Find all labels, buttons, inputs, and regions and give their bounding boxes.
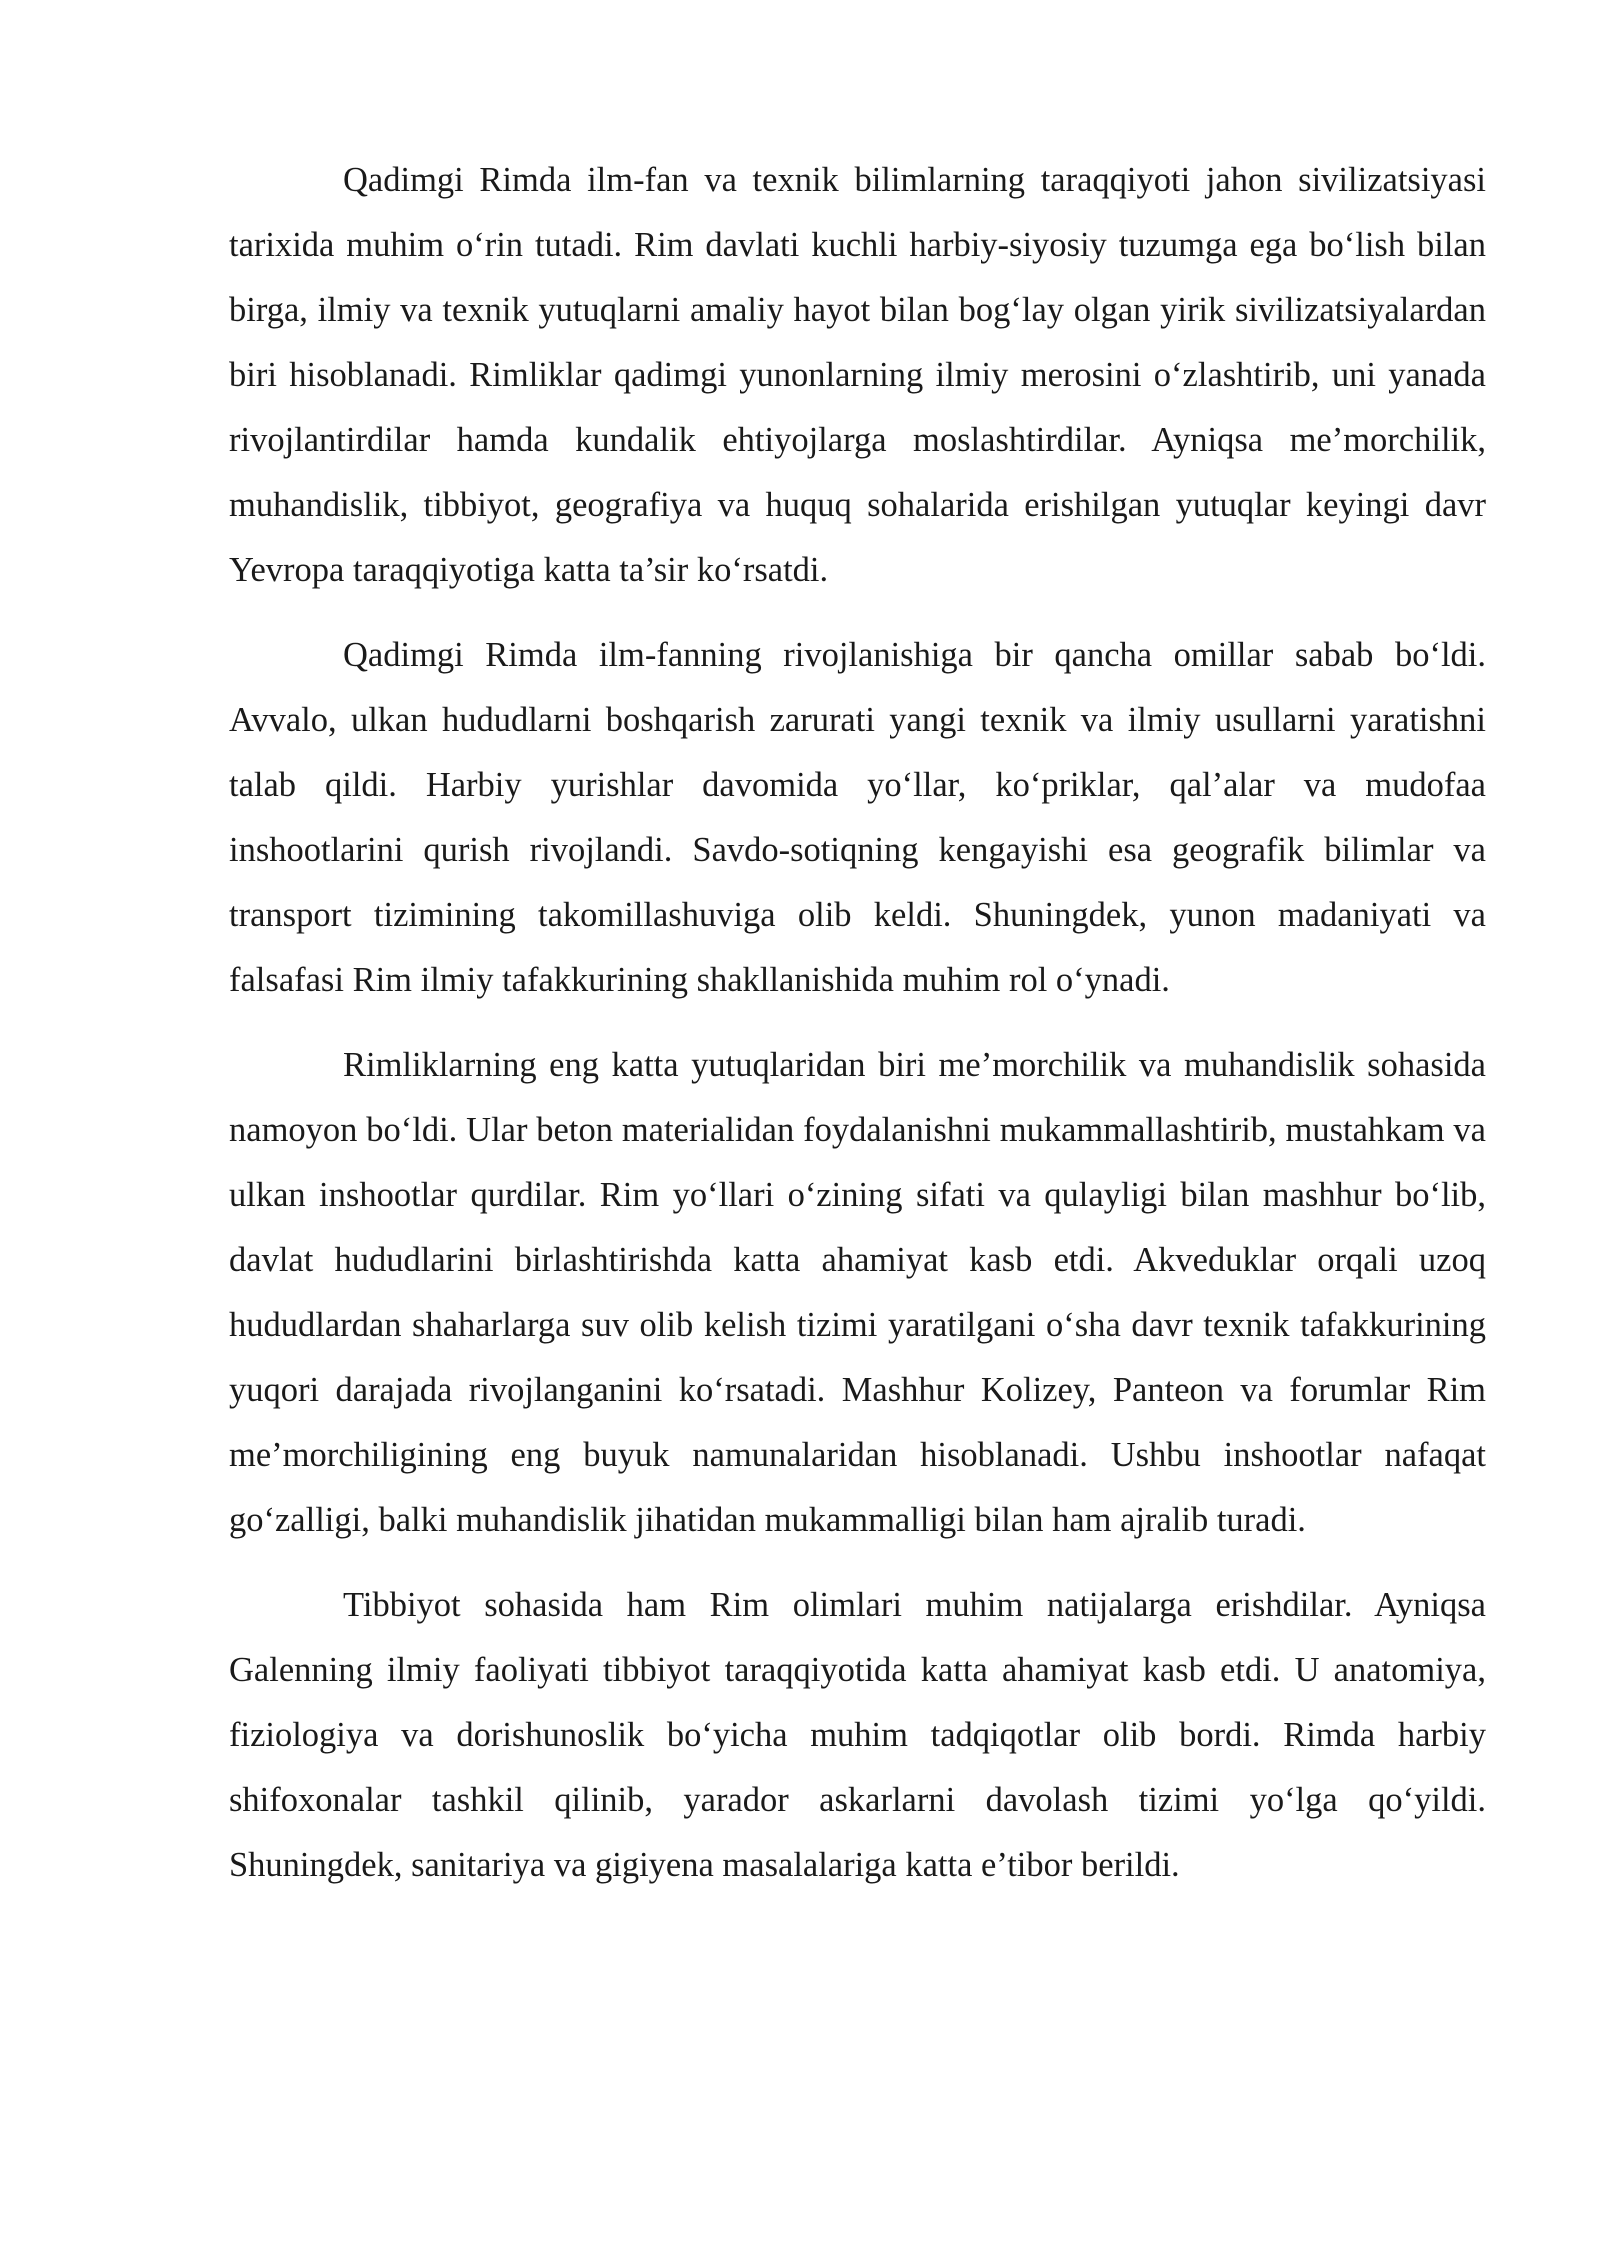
paragraph-architecture: Rimliklarning eng katta yutuqlaridan biri me’morchilik va muhandislik sohasida namoyon bo‘ldi. Ular beton materialidan foydalanishni mukammallashtirib, mustahkam va ulkan inshootlar qurdilar. Rim yo‘llari o‘zining sifati va qulayligi bilan mashhur bo‘lib, davlat hududlarini birlashtirishda katta ahamiyat kasb etdi. Akveduklar orqali uzoq hududlardan shaharlarga suv olib kelish tizimi yaratilgani o‘sha davr texnik tafakkurining yuqori darajada rivojlanganini ko‘rsatadi. Mashhur Kolizey, Panteon va forumlar Rim me’morchiligining eng buyuk namunalaridan hisoblanadi. Ushbu inshootlar nafaqat go‘zalligi, balki muhandislik jihatidan mukammalligi bilan ham ajralib turadi. [229,1046,1486,1539]
paragraph-factors: Qadimgi Rimda ilm-fanning rivojlanishiga bir qancha omillar sabab bo‘ldi. Avvalo, ulkan hududlarni boshqarish zarurati yangi texnik va ilmiy usullarni yaratishni talab qildi. Harbiy yurishlar davomida yo‘llar, ko‘priklar, qal’alar va mudofaa inshootlarini qurish rivojlandi. Savdo-sotiqning kengayishi esa geografik bilimlar va transport tizimining takomillashuviga olib keldi. Shuningdek, yunon madaniyati va falsafasi Rim ilmiy tafakkurining shakllanishida muhim rol o‘ynadi. [229,636,1486,999]
paragraph-medicine: Tibbiyot sohasida ham Rim olimlari muhim natijalarga erishdilar. Ayniqsa Galenning ilmiy faoliyati tibbiyot taraqqiyotida katta ahamiyat kasb etdi. U anatomiya, fiziologiya va dorishunoslik bo‘yicha muhim tadqiqotlar olib bordi. Rimda harbiy shifoxonalar tashkil qilinib, yarador askarlarni davolash tizimi yo‘lga qo‘yildi. Shuningdek, sanitariya va gigiyena masalalariga katta e’tibor berildi. [229,1586,1486,1884]
document-page [229,148,1486,1918]
paragraph-intro: Qadimgi Rimda ilm-fan va texnik bilimlarning taraqqiyoti jahon sivilizatsiyasi tarixida muhim o‘rin tutadi. Rim davlati kuchli harbiy-siyosiy tuzumga ega bo‘lish bilan birga, ilmiy va texnik yutuqlarni amaliy hayot bilan bog‘lay olgan yirik sivilizatsiyalardan biri hisoblanadi. Rimliklar qadimgi yunonlarning ilmiy merosini o‘zlashtirib, uni yanada rivojlantirdilar hamda kundalik ehtiyojlarga moslashtirdilar. Ayniqsa me’morchilik, muhandislik, tibbiyot, geografiya va huquq sohalarida erishilgan yutuqlar keyingi davr Yevropa taraqqiyotiga katta ta’sir ko‘rsatdi. [229,161,1486,589]
